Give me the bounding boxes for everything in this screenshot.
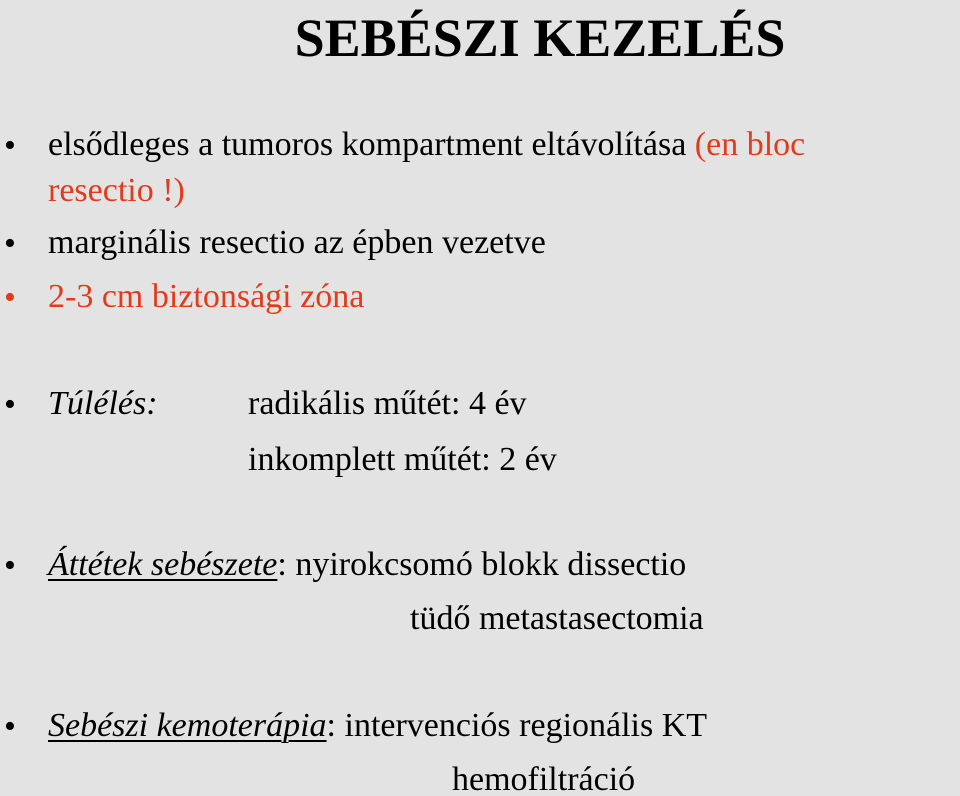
bullet-icon: • xyxy=(4,708,16,745)
item6-label: Sebészi kemoterápia xyxy=(48,707,327,744)
slide-title: SEBÉSZI KEZELÉS xyxy=(294,8,786,68)
item5-label: Áttétek sebészete xyxy=(48,546,278,583)
item1-text: elsődleges a tumoros kompartment eltávolítása xyxy=(48,126,687,163)
item4-label: Túlélés: xyxy=(48,385,158,422)
item3-text: 2-3 cm biztonsági zóna xyxy=(48,278,365,315)
item5-line2: tüdő metastasectomia xyxy=(410,600,704,637)
item5-line1-row xyxy=(48,545,686,585)
item1-highlight-start: (en bloc xyxy=(694,126,806,163)
item4-line2: inkomplett műtét: 2 év xyxy=(248,441,557,478)
bullet-icon: • xyxy=(4,127,16,164)
bullet-icon: • xyxy=(4,386,16,423)
item5-line1: nyirokcsomó blokk dissectio xyxy=(295,546,687,583)
item1-highlight-end: resectio !) xyxy=(48,172,185,209)
item6-separator: : xyxy=(326,707,336,744)
item2-text: marginális resectio az épben vezetve xyxy=(48,224,546,261)
item4-line1: radikális műtét: 4 év xyxy=(248,385,527,422)
bullet-icon: • xyxy=(4,279,16,316)
item1-line1 xyxy=(48,125,805,165)
item6-line1-row xyxy=(48,706,707,746)
item6-line2: hemofiltráció xyxy=(452,761,636,796)
bullet-icon: • xyxy=(4,225,16,262)
item5-separator: : xyxy=(277,546,287,583)
item6-line1: intervenciós regionális KT xyxy=(344,707,708,744)
bullet-icon: • xyxy=(4,547,16,584)
